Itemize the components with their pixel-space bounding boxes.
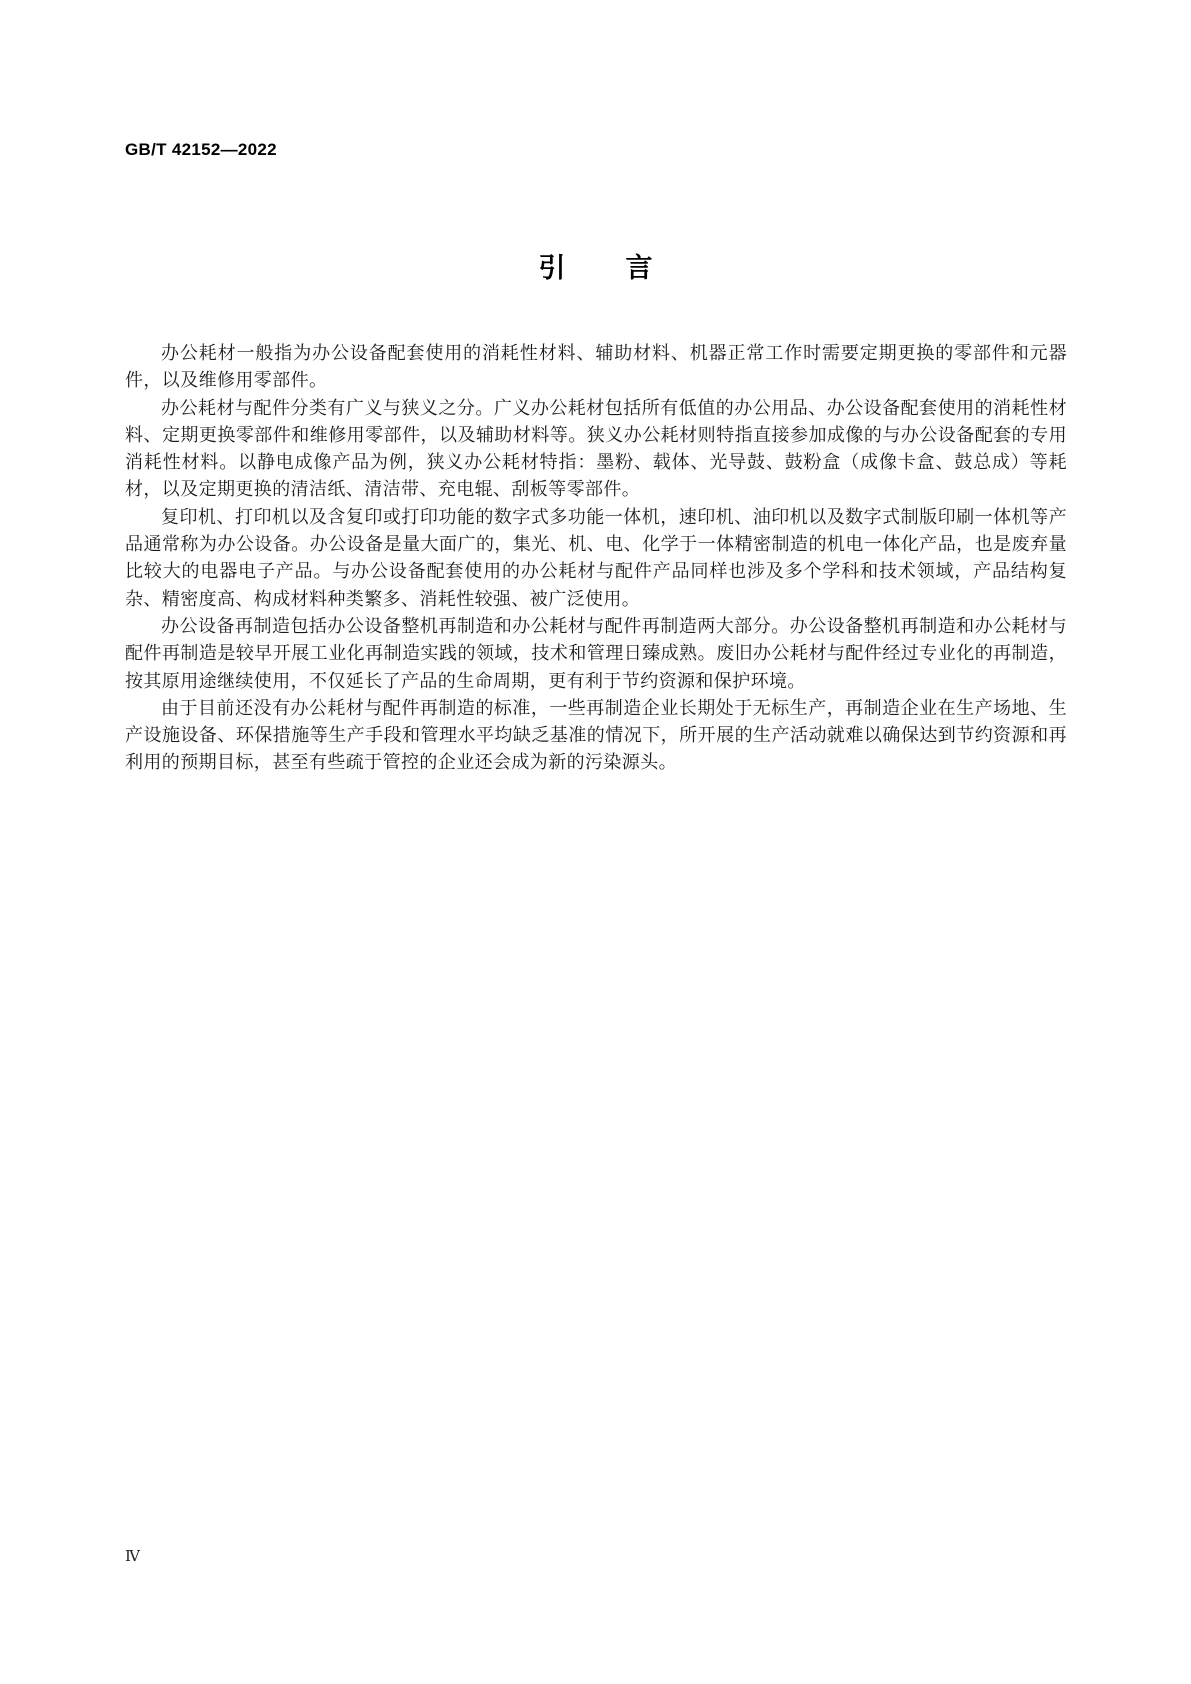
body-text	[125, 340, 1067, 777]
paragraph-4: 办公设备再制造包括办公设备整机再制造和办公耗材与配件再制造两大部分。办公设备整机再制造和办公耗材与配件再制造是较早开展工业化再制造实践的领域，技术和管理日臻成熟。废旧办公耗材与配件经过专业化的再制造，按其原用途继续使用，不仅延长了产品的生命周期，更有利于节约资源和保护环境。	[125, 615, 1067, 692]
standard-code: GB/T 42152—2022	[125, 140, 277, 159]
page-title: 引言	[538, 253, 713, 284]
paragraph-1: 办公耗材一般指为办公设备配套使用的消耗性材料、辅助材料、机器正常工作时需要定期更换的零部件和元器件，以及维修用零部件。	[125, 343, 1067, 392]
paragraph-5: 由于目前还没有办公耗材与配件再制造的标准，一些再制造企业长期处于无标生产，再制造企业在生产场地、生产设施设备、环保措施等生产手段和管理水平均缺乏基准的情况下，所开展的生产活动就难以确保达到节约资源和再利用的预期目标，甚至有些疏于管控的企业还会成为新的污染源头。	[125, 697, 1067, 774]
paragraph-2: 办公耗材与配件分类有广义与狭义之分。广义办公耗材包括所有低值的办公用品、办公设备配套使用的消耗性材料、定期更换零部件和维修用零部件，以及辅助材料等。狭义办公耗材则特指直接参加成像的与办公设备配套的专用消耗性材料。以静电成像产品为例，狭义办公耗材特指：墨粉、载体、光导鼓、鼓粉盒（成像卡盒、鼓总成）等耗材，以及定期更换的清洁纸、清洁带、充电辊、刮板等零部件。	[125, 397, 1067, 501]
paragraph-3: 复印机、打印机以及含复印或打印功能的数字式多功能一体机，速印机、油印机以及数字式制版印刷一体机等产品通常称为办公设备。办公设备是量大面广的，集光、机、电、化学于一体精密制造的机电一体化产品，也是废弃量比较大的电器电子产品。与办公设备配套使用的办公耗材与配件产品同样也涉及多个学科和技术领域，产品结构复杂、精密度高、构成材料种类繁多、消耗性较强、被广泛使用。	[125, 506, 1067, 610]
page-number: Ⅳ	[125, 1547, 140, 1565]
